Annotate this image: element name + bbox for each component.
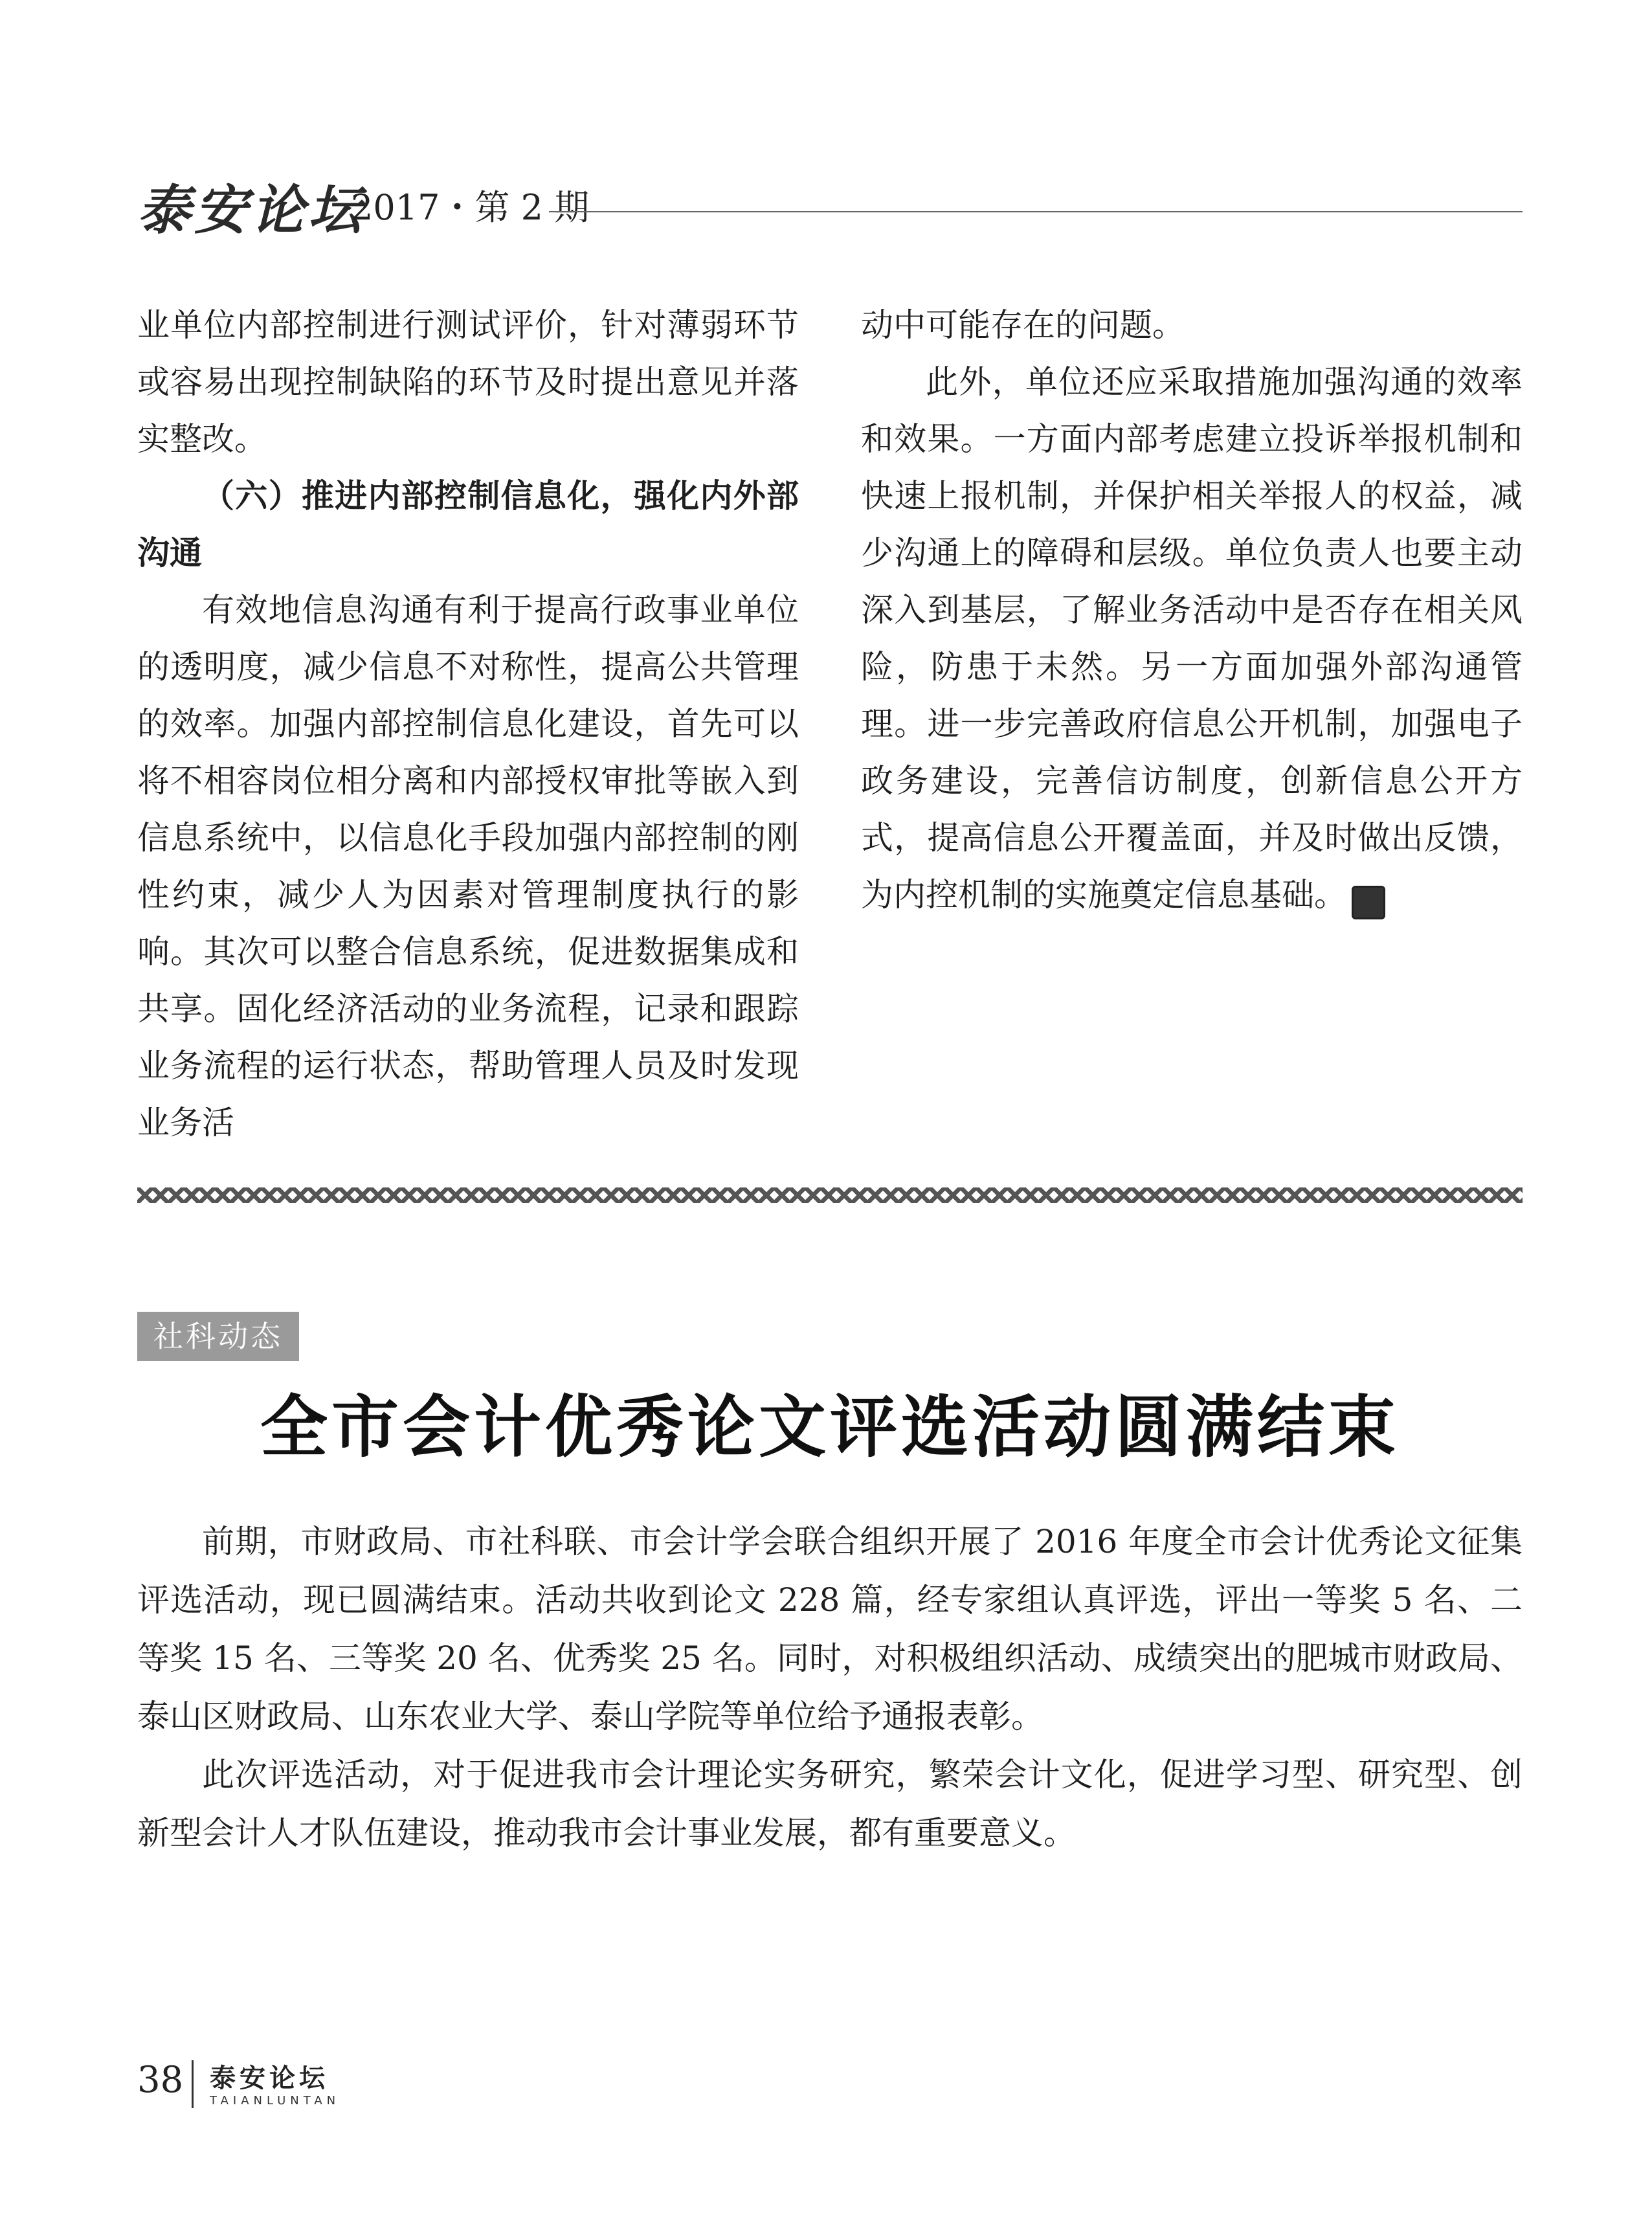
page-header: [137, 163, 1523, 242]
end-of-article-icon: ✣: [1352, 886, 1385, 919]
left-paragraph-2: 有效地信息沟通有利于提高行政事业单位的透明度，减少信息不对称性，提高公共管理的效率。加强内部控制信息化建设，首先可以将不相容岗位相分离和内部授权审批等嵌入到信息系统中，以信息化手段加强内部控制的刚性约束，减少人为因素对管理制度执行的影响。其次可以整合信息系统，促进数据集成和共享。固化经济活动的业务流程，记录和跟踪业务流程的运行状态，帮助管理人员及时发现业务活: [137, 591, 799, 1141]
issue-label: 2017・第 2 期: [351, 187, 590, 228]
section-subheading: （六）推进内部控制信息化，强化内外部沟通: [137, 477, 799, 572]
footer-pinyin: TAIANLUNTAN: [210, 2094, 340, 2108]
left-paragraph-1: 业单位内部控制进行测试评价，针对薄弱环节或容易出现控制缺陷的环节及时提出意见并落实整改。: [137, 306, 799, 458]
article-title: 全市会计优秀论文评选活动圆满结束: [260, 1388, 1400, 1467]
article-body: [137, 1512, 1523, 1862]
header-rule: [549, 211, 1523, 212]
section-tag: 社科动态: [137, 1312, 299, 1361]
right-paragraph-2-text: 此外，单位还应采取措施加强沟通的效率和效果。一方面内部考虑建立投诉举报机制和快速上报机制，并保护相关举报人的权益，减少沟通上的障碍和层级。单位负责人也要主动深入到基层，了解业务活动中是否存在相关风险，防患于未然。另一方面加强外部沟通管理。进一步完善政府信息公开机制，加强电子政务建设，完善信访制度，创新信息公开方式，提高信息公开覆盖面，并及时做出反馈，为内控机制的实施奠定信息基础。: [861, 363, 1523, 914]
right-paragraph-1: 动中可能存在的问题。: [861, 306, 1185, 344]
footer-divider: [192, 2060, 194, 2108]
right-paragraph-2: [861, 354, 1523, 923]
right-column: [861, 297, 1523, 923]
magazine-title: 泰安论坛: [137, 179, 365, 242]
page-footer: [137, 2058, 526, 2116]
left-column: [137, 297, 799, 1151]
section-divider: [137, 1186, 1523, 1204]
page-number: 38: [137, 2059, 184, 2101]
article-paragraph-2: 此次评选活动，对于促进我市会计理论实务研究，繁荣会计文化，促进学习型、研究型、创新型会计人才队伍建设，推动我市会计事业发展，都有重要意义。: [137, 1756, 1523, 1852]
article-paragraph-1: 前期，市财政局、市社科联、市会计学会联合组织开展了 2016 年度全市会计优秀论文征集评选活动，现已圆满结束。活动共收到论文 228 篇，经专家组认真评选，评出一等奖 5 名、二等奖 15 名、三等奖 20 名、优秀奖 25 名。同时，对积极组织活动、成绩突出的肥城市财政局、泰山区财政局、山东农业大学、泰山学院等单位给予通报表彰。: [137, 1523, 1523, 1735]
footer-magazine-name: 泰安论坛: [210, 2063, 329, 2093]
